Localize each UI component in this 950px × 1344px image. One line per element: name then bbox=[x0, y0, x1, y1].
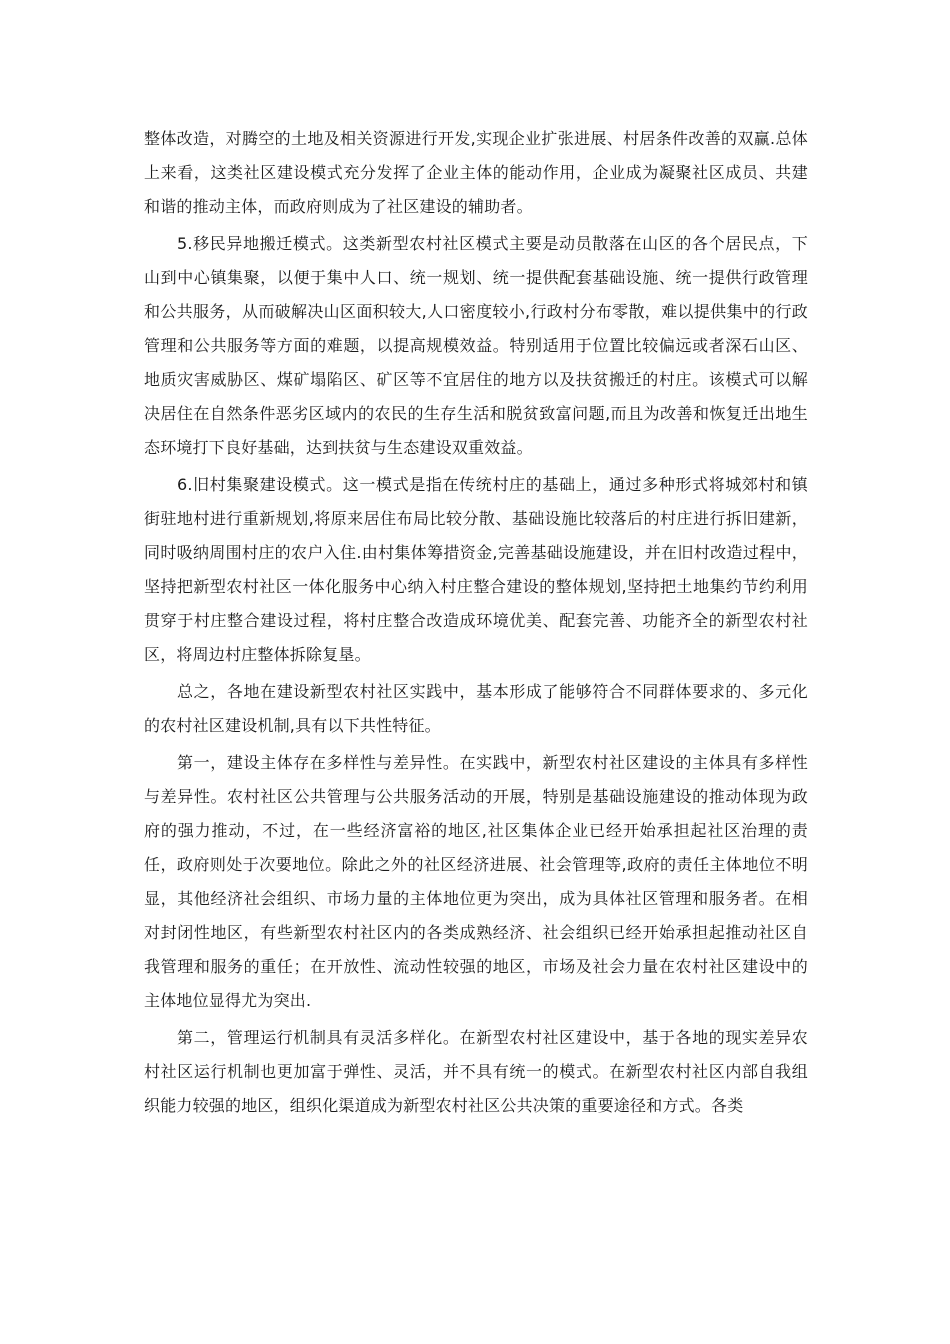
paragraph-old-village-model: 6.旧村集聚建设模式。这一模式是指在传统村庄的基础上，通过多种形式将城郊村和镇街驻地村进行重新规划,将原来居住布局比较分散、基础设施比较落后的村庄进行拆旧建新，同时吸纳周围村庄的农户入住.由村集体筹措资金,完善基础设施建设，并在旧村改造过程中，坚持把新型农村社区一体化服务中心纳入村庄整合建设的整体规划,坚持把土地集约节约利用贯穿于村庄整合建设过程，将村庄整合改造成环境优美、配套完善、功能齐全的新型农村社区，将周边村庄整体拆除复垦。 bbox=[144, 475, 808, 664]
paragraph-feature-one: 第一，建设主体存在多样性与差异性。在实践中，新型农村社区建设的主体具有多样性与差异性。农村社区公共管理与公共服务活动的开展，特别是基础设施建设的推动体现为政府的强力推动，不过，在一些经济富裕的地区,社区集体企业已经开始承担起社区治理的责任，政府则处于次要地位。除此之外的社区经济进展、社会管理等,政府的责任主体地位不明显，其他经济社会组织、市场力量的主体地位更为突出，成为具体社区管理和服务者。在相对封闭性地区，有些新型农村社区内的各类成熟经济、社会组织已经开始承担起推动社区自我管理和服务的重任；在开放性、流动性较强的地区，市场及社会力量在农村社区建设中的主体地位显得尤为突出. bbox=[144, 753, 808, 1010]
paragraph-feature-two: 第二，管理运行机制具有灵活多样化。在新型农村社区建设中，基于各地的现实差异农村社区运行机制也更加富于弹性、灵活，并不具有统一的模式。在新型农村社区内部自我组织能力较强的地区，组织化渠道成为新型农村社区公共决策的重要途径和方式。各类 bbox=[144, 1028, 808, 1115]
paragraph-enterprise-summary: 整体改造，对腾空的土地及相关资源进行开发,实现企业扩张进展、村居条件改善的双赢.总体上来看，这类社区建设模式充分发挥了企业主体的能动作用，企业成为凝聚社区成员、共建和谐的推动主体，而政府则成为了社区建设的辅助者。 bbox=[144, 129, 808, 216]
document-page bbox=[144, 122, 808, 1123]
paragraph-conclusion: 总之，各地在建设新型农村社区实践中，基本形成了能够符合不同群体要求的、多元化的农村社区建设机制,具有以下共性特征。 bbox=[144, 682, 808, 735]
paragraph-relocation-model: 5.移民异地搬迁模式。这类新型农村社区模式主要是动员散落在山区的各个居民点，下山到中心镇集聚，以便于集中人口、统一规划、统一提供配套基础设施、统一提供行政管理和公共服务，从而破解决山区面积较大,人口密度较小,行政村分布零散，难以提供集中的行政管理和公共服务等方面的难题，以提高规模效益。特别适用于位置比较偏远或者深石山区、地质灾害威胁区、煤矿塌陷区、矿区等不宜居住的地方以及扶贫搬迁的村庄。该模式可以解决居住在自然条件恶劣区域内的农民的生存生活和脱贫致富问题,而且为改善和恢复迁出地生态环境打下良好基础，达到扶贫与生态建设双重效益。 bbox=[144, 234, 808, 457]
